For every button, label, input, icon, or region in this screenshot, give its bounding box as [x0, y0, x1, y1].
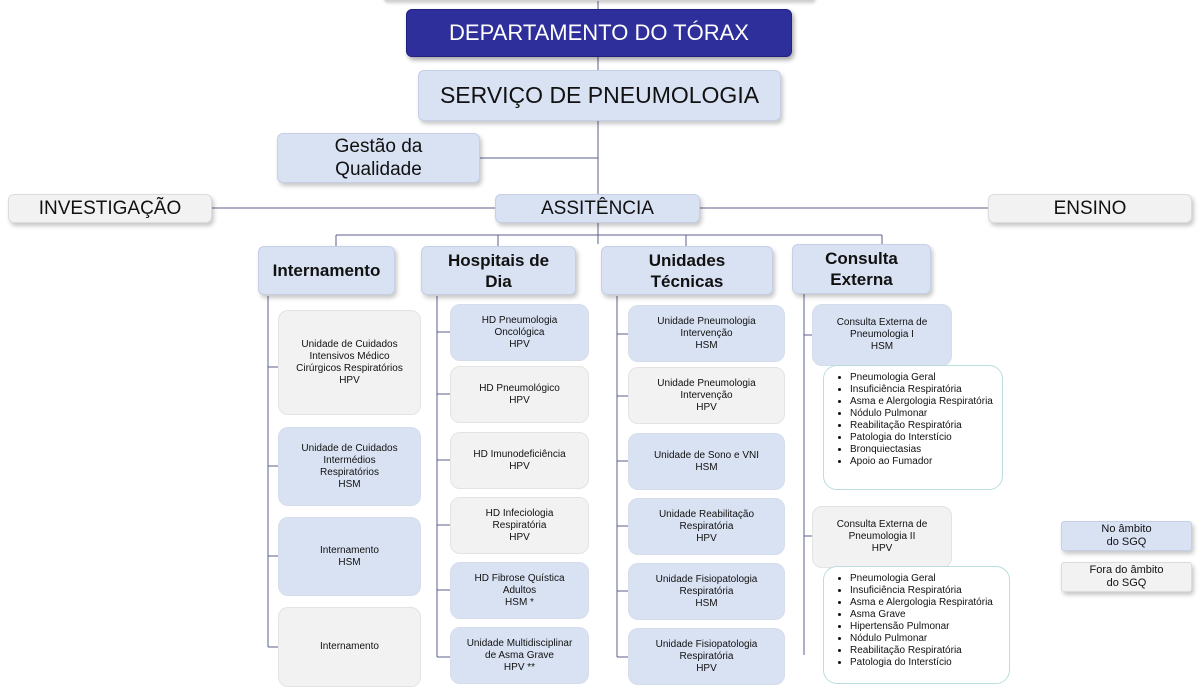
legend-in-scope-label: No âmbito do SGQ — [1101, 523, 1152, 548]
hospitais-item-3-label: HD Imunodeficiência HPV — [473, 448, 566, 472]
consulta-item-2 — [812, 506, 952, 568]
hospitais-item-1 — [450, 304, 589, 361]
consulta-item-1-label: Consulta Externa de Pneumologia I HSM — [836, 317, 928, 352]
consulta-list-1-items — [838, 372, 994, 468]
consulta-list1-item: • Bronquiectasias — [850, 444, 994, 456]
internamento-item-2-label: Unidade de Cuidados Intermédios Respiratórios HSM — [301, 442, 398, 490]
internamento-header — [258, 246, 395, 295]
unidades-item-3-label: Unidade de Sono e VNI HSM — [653, 449, 760, 473]
department-box — [406, 9, 792, 57]
unidades-item-3 — [628, 433, 785, 490]
consulta-list1-item: • Reabilitação Respiratória — [850, 420, 994, 432]
internamento-title: Internamento — [272, 261, 381, 280]
internamento-item-2 — [278, 427, 421, 506]
legend-out-scope-label: Fora do âmbito do SGQ — [1089, 564, 1164, 589]
top-parent-box-edge — [383, 0, 815, 1]
teaching-box — [988, 194, 1192, 223]
consulta-list1-item: • Insuficiência Respiratória — [850, 384, 994, 396]
unidades-item-2 — [628, 367, 785, 424]
unidades-item-2-label: Unidade Pneumologia Intervenção HPV — [657, 377, 756, 413]
consulta-list2-item: • Reabilitação Respiratória — [850, 645, 1001, 657]
internamento-item-1-label: Unidade de Cuidados Intensivos Médico Cirúrgicos Respiratórios HPV — [296, 338, 403, 386]
unidades-item-5 — [628, 563, 785, 620]
hospitais-header — [421, 246, 576, 295]
consulta-title: Consulta Externa — [825, 249, 898, 289]
consulta-list2-item: • Nódulo Pulmonar — [850, 633, 1001, 645]
unidades-item-5-label: Unidade Fisiopatologia Respiratória HSM — [655, 573, 758, 609]
internamento-item-3-label: Internamento HSM — [320, 544, 379, 568]
consulta-list1-item: • Nódulo Pulmonar — [850, 408, 994, 420]
unidades-header — [601, 246, 773, 295]
consulta-list1-item: • Asma e Alergologia Respiratória — [850, 396, 994, 408]
quality-label: Gestão da Qualidade — [334, 136, 423, 180]
consulta-list1-item: • Apoio ao Fumador — [850, 456, 994, 468]
unidades-item-1 — [628, 305, 785, 362]
quality-box — [277, 133, 480, 183]
consulta-list2-item: • Pneumologia Geral — [850, 573, 1001, 585]
internamento-item-1 — [278, 310, 421, 415]
unidades-item-1-label: Unidade Pneumologia Intervenção HSM — [657, 315, 756, 351]
consulta-list-2 — [823, 566, 1010, 684]
consulta-list-1 — [823, 365, 1003, 490]
research-box — [8, 194, 212, 223]
consulta-list2-item: • Insuficiência Respiratória — [850, 585, 1001, 597]
consulta-list2-item: • Hipertensão Pulmonar — [850, 621, 1001, 633]
consulta-list1-item: • Patologia do Interstício — [850, 432, 994, 444]
assistance-label: ASSITÊNCIA — [541, 197, 654, 219]
consulta-list2-item: • Patologia do Interstício — [850, 657, 1001, 669]
legend-in-scope — [1061, 521, 1192, 551]
unidades-item-4-label: Unidade Reabilitação Respiratória HPV — [658, 508, 755, 544]
internamento-item-4-label: Internamento — [320, 641, 379, 652]
hospitais-item-1-label: HD Pneumologia Oncológica HPV — [481, 314, 558, 350]
hospitais-item-3 — [450, 432, 589, 489]
legend-out-scope — [1061, 562, 1192, 592]
hospitais-item-2-label: HD Pneumológico HPV — [479, 382, 560, 406]
assistance-box — [495, 194, 700, 223]
unidades-item-4 — [628, 498, 785, 555]
service-label: SERVIÇO DE PNEUMOLOGIA — [439, 82, 760, 108]
hospitais-item-2 — [450, 366, 589, 423]
department-label: DEPARTAMENTO DO TÓRAX — [449, 20, 749, 45]
hospitais-item-6-label: Unidade Multidisciplinar de Asma Grave HPV ** — [466, 637, 573, 673]
hospitais-item-6 — [450, 627, 589, 684]
hospitais-item-5 — [450, 562, 589, 619]
hospitais-item-5-label: HD Fibrose Quística Adultos HSM * — [474, 572, 565, 608]
internamento-item-4 — [278, 607, 421, 687]
hospitais-item-4-label: HD Infeciologia Respiratória HPV — [485, 507, 554, 543]
unidades-item-6-label: Unidade Fisiopatologia Respiratória HPV — [655, 638, 758, 674]
teaching-label: ENSINO — [1053, 197, 1127, 219]
consulta-list2-item: • Asma e Alergologia Respiratória — [850, 597, 1001, 609]
consulta-item-1 — [812, 304, 952, 366]
unidades-item-6 — [628, 628, 785, 685]
consulta-header — [792, 244, 931, 294]
consulta-list-2-items — [838, 573, 1001, 669]
consulta-item-2-label: Consulta Externa de Pneumologia II HPV — [836, 519, 928, 554]
hospitais-title: Hospitais de Dia — [447, 250, 550, 291]
research-label: INVESTIGAÇÃO — [38, 197, 182, 219]
consulta-list1-item: • Pneumologia Geral — [850, 372, 994, 384]
unidades-title: Unidades Técnicas — [648, 250, 726, 291]
internamento-item-3 — [278, 517, 421, 596]
service-box — [418, 70, 781, 121]
hospitais-item-4 — [450, 497, 589, 554]
consulta-list2-item: • Asma Grave — [850, 609, 1001, 621]
